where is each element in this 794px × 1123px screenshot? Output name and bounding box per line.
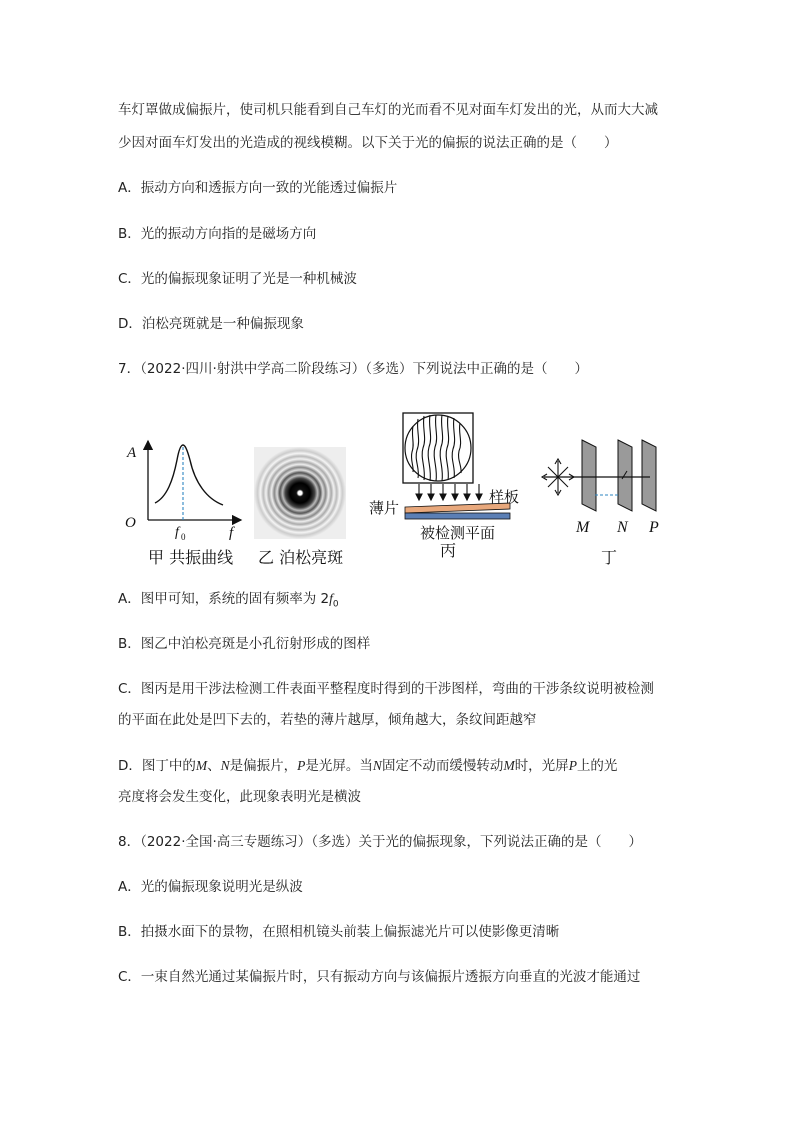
q8-option-c: C．一束自然光通过某偏振片时，只有振动方向与该偏振片透振方向垂直的光波才能通过 <box>118 969 641 985</box>
q6-option-c: C．光的偏振现象证明了光是一种机械波 <box>118 271 357 287</box>
q7-option-a-sub: 0 <box>332 599 339 610</box>
d-text-7: 上的光 <box>576 758 618 774</box>
q7-option-c-line2: 的平面在此处是凹下去的，若垫的薄片越厚，倾角越大，条纹间距越窄 <box>118 712 537 728</box>
q7-option-d-line2: 亮度将会发生变化，此现象表明光是横波 <box>118 789 361 805</box>
label-m: M <box>576 519 590 535</box>
origin-label: O <box>125 515 136 531</box>
intro-line-2: 少因对面车灯发出的光造成的视线模糊。以下关于光的偏振的说法正确的是（ ） <box>118 135 618 151</box>
bright-spot <box>298 491 302 495</box>
d-text-5: 固定不动而缓慢转动 <box>381 758 504 774</box>
q7-option-b: B．图乙中泊松亮斑是小孔衍射形成的图样 <box>118 636 371 652</box>
d-text-2: 、 <box>207 758 221 774</box>
d-text-1: D．图丁中的 <box>118 758 196 774</box>
q6-option-d: D．泊松亮斑就是一种偏振现象 <box>118 316 304 332</box>
d-var-n2: N <box>372 758 382 773</box>
q8-option-a: A．光的偏振现象说明光是纵波 <box>118 879 303 895</box>
intro-line-1: 车灯罩做成偏振片，使司机只能看到自己车灯的光而看不见对面车灯发出的光，从而大大减 <box>118 102 658 118</box>
d-var-p: P <box>297 758 306 773</box>
sample-label: 样板 <box>489 488 520 506</box>
polarizer-m <box>582 440 596 511</box>
d-text-6: 时，光屏 <box>514 758 569 774</box>
x-axis-label: f <box>229 525 234 541</box>
screen-p <box>642 440 656 511</box>
q7-option-c-line1: C．图丙是用干涉法检测工件表面平整程度时得到的干涉图样，弯曲的干涉条纹说明被检测 <box>118 681 654 697</box>
d-text-4: 是光屏。当 <box>305 758 373 774</box>
f0-tick-subscript: 0 <box>181 532 186 542</box>
resonance-curve <box>155 445 223 505</box>
resonance-curve-figure <box>115 435 255 545</box>
f0-tick-label: f <box>175 525 179 540</box>
caption-ding: 丁 <box>601 548 618 567</box>
d-var-m: M <box>195 758 208 773</box>
tested-plane-label: 被检测平面 <box>420 524 496 540</box>
thin-film-label: 薄片 <box>369 499 400 517</box>
interference-figure <box>365 410 525 540</box>
q7-figures <box>0 405 794 580</box>
q7-option-a-text: A．图甲可知，系统的固有频率为 2 <box>118 591 330 607</box>
label-n: N <box>617 519 628 535</box>
q6-option-b: B．光的振动方向指的是磁场方向 <box>118 226 317 242</box>
light-arrows <box>416 484 482 500</box>
d-var-n: N <box>220 758 230 773</box>
q8-stem: 8．（2022·全国·高三专题练习）（多选）关于光的偏振现象，下列说法正确的是（ ） <box>118 834 643 850</box>
d-var-m2: M <box>503 758 515 773</box>
q7-option-a-var: f <box>329 591 333 606</box>
y-axis-label: A <box>127 445 137 461</box>
q7-stem: 7．（2022·四川·射洪中学高二阶段练习）（多选）下列说法中正确的是（ ） <box>118 361 589 377</box>
d-text-3: 是偏振片， <box>229 758 298 774</box>
poisson-spot-figure <box>254 447 346 539</box>
q6-option-a: A．振动方向和透振方向一致的光能透过偏振片 <box>118 180 398 196</box>
polarizer-n <box>618 440 632 511</box>
d-var-p2: P <box>568 758 577 773</box>
label-p: P <box>649 519 659 535</box>
caption-yi: 乙 泊松亮斑 <box>258 548 344 567</box>
caption-jia: 甲 共振曲线 <box>148 548 234 567</box>
q7-option-d-line1 <box>118 756 617 776</box>
q8-option-b: B．拍摄水面下的景物，在照相机镜头前装上偏振滤光片可以使影像更清晰 <box>118 924 560 940</box>
tested-plane <box>405 513 510 519</box>
polarizer-figure <box>540 435 670 535</box>
caption-bing: 丙 <box>440 541 457 560</box>
q7-option-a <box>118 589 339 615</box>
